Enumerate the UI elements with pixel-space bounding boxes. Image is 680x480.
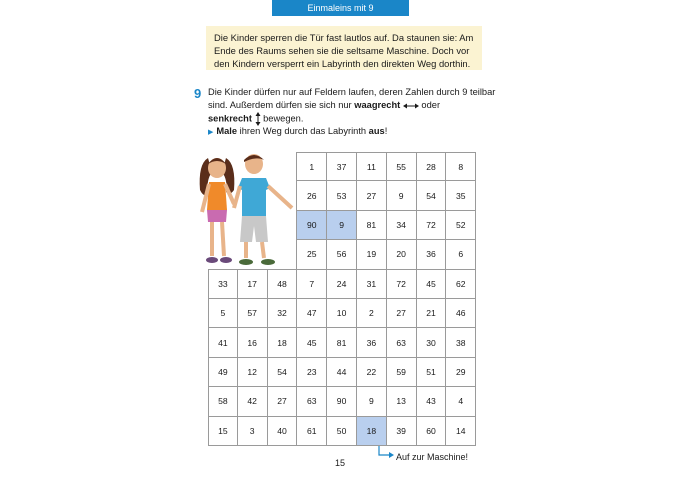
maze-cell[interactable]: 17: [238, 270, 268, 299]
story-box: [206, 26, 482, 70]
maze-cell[interactable]: 37: [327, 152, 357, 181]
task-bold-vertical: senkrecht: [208, 113, 252, 124]
girl-figure: [200, 158, 235, 263]
maze-cell[interactable]: 23: [297, 358, 327, 387]
maze-cell[interactable]: 47: [297, 299, 327, 328]
maze-cell[interactable]: 36: [417, 240, 447, 269]
maze-cell[interactable]: 6: [446, 240, 476, 269]
maze-cell[interactable]: 27: [357, 181, 387, 210]
maze-cell[interactable]: 48: [268, 270, 298, 299]
maze-cell[interactable]: 30: [417, 328, 447, 357]
maze-cell[interactable]: 32: [268, 299, 298, 328]
maze-cell[interactable]: 53: [327, 181, 357, 210]
maze-cell[interactable]: 59: [387, 358, 417, 387]
maze-cell[interactable]: 61: [297, 417, 327, 446]
maze-cell[interactable]: 16: [238, 328, 268, 357]
maze-cell[interactable]: 63: [387, 328, 417, 357]
maze-cell[interactable]: 34: [387, 211, 417, 240]
maze-cell[interactable]: 46: [446, 299, 476, 328]
maze-cell[interactable]: 35: [446, 181, 476, 210]
maze-cell[interactable]: 24: [327, 270, 357, 299]
instruction-bold-aus: aus: [368, 126, 385, 136]
maze-cell[interactable]: 41: [208, 328, 238, 357]
maze-cell[interactable]: 51: [417, 358, 447, 387]
page-number: 15: [334, 458, 345, 468]
maze-cell[interactable]: 58: [208, 387, 238, 416]
chapter-header: [272, 0, 409, 16]
maze-cell[interactable]: 57: [238, 299, 268, 328]
maze-cell[interactable]: 39: [387, 417, 417, 446]
maze-cell[interactable]: 60: [417, 417, 447, 446]
maze-cell[interactable]: 7: [297, 270, 327, 299]
maze-cell[interactable]: 19: [357, 240, 387, 269]
maze-cell[interactable]: 18: [357, 417, 387, 446]
maze-cell[interactable]: 90: [297, 211, 327, 240]
maze-cell[interactable]: 90: [327, 387, 357, 416]
maze-cell[interactable]: 10: [327, 299, 357, 328]
instruction-bold-male: Male: [216, 126, 238, 136]
maze-cell[interactable]: 2: [357, 299, 387, 328]
maze-cell[interactable]: 12: [238, 358, 268, 387]
maze-cell[interactable]: 9: [387, 181, 417, 210]
task-instruction: [208, 126, 387, 136]
maze-cell[interactable]: 33: [208, 270, 238, 299]
maze-cell[interactable]: 45: [297, 328, 327, 357]
maze-cell[interactable]: 54: [268, 358, 298, 387]
maze-cell[interactable]: 11: [357, 152, 387, 181]
task-number: 9: [194, 86, 202, 101]
maze-cell[interactable]: 36: [357, 328, 387, 357]
maze-cell[interactable]: 5: [208, 299, 238, 328]
maze-cell[interactable]: 54: [417, 181, 447, 210]
maze-cell[interactable]: 38: [446, 328, 476, 357]
story-text: Die Kinder sperren die Tür fast lautlos auf. Da staunen sie: Am Ende des Raums sehen sie die seltsame Maschine. Doch vor den Kindern versperrt ein Labyrinth den direkten Weg dorthin.: [214, 32, 474, 69]
maze-cell[interactable]: 26: [297, 181, 327, 210]
maze-cell[interactable]: 18: [268, 328, 298, 357]
maze-cell[interactable]: 14: [446, 417, 476, 446]
maze-cell[interactable]: 62: [446, 270, 476, 299]
task-text-part1: Die Kinder dürfen nur auf Feldern laufen, deren Zahlen durch 9 teilbar sind. Außerdem dürfen sie sich nur: [208, 87, 496, 110]
maze-cell[interactable]: 28: [417, 152, 447, 181]
maze-cell[interactable]: 44: [327, 358, 357, 387]
task-text-part3: bewegen.: [260, 113, 304, 124]
maze-cell[interactable]: 42: [238, 387, 268, 416]
maze-cell[interactable]: 72: [417, 211, 447, 240]
maze-cell[interactable]: 45: [417, 270, 447, 299]
exit-arrow-icon: [376, 446, 394, 460]
boy-figure: [234, 154, 292, 265]
task-text: [208, 86, 498, 126]
maze-cell[interactable]: 63: [297, 387, 327, 416]
task-text-part2: oder: [418, 100, 441, 110]
exit-label: Auf zur Maschine!: [396, 452, 469, 462]
maze-cell[interactable]: 8: [446, 152, 476, 181]
maze-cell[interactable]: 20: [387, 240, 417, 269]
maze-cell[interactable]: 25: [297, 240, 327, 269]
maze-cell[interactable]: 55: [387, 152, 417, 181]
bullet-triangle-icon: ▶: [208, 129, 214, 136]
maze-cell[interactable]: 9: [357, 387, 387, 416]
maze-cell[interactable]: 81: [357, 211, 387, 240]
maze-cell[interactable]: 52: [446, 211, 476, 240]
task-bold-horizontal: waagrecht: [354, 100, 401, 110]
maze-cell[interactable]: 4: [446, 387, 476, 416]
maze-cell[interactable]: 15: [208, 417, 238, 446]
instruction-text: ihren Weg durch das Labyrinth: [237, 126, 369, 136]
maze-cell[interactable]: 3: [238, 417, 268, 446]
horizontal-arrow-icon: [403, 102, 419, 110]
maze-cell[interactable]: 9: [327, 211, 357, 240]
chapter-title: Einmaleins mit 9: [307, 3, 374, 13]
maze-cell[interactable]: 22: [357, 358, 387, 387]
maze-cell[interactable]: 43: [417, 387, 447, 416]
maze-cell[interactable]: 56: [327, 240, 357, 269]
maze-cell[interactable]: 72: [387, 270, 417, 299]
maze-cell[interactable]: 31: [357, 270, 387, 299]
maze-cell[interactable]: 27: [387, 299, 417, 328]
maze-cell[interactable]: 49: [208, 358, 238, 387]
maze-cell[interactable]: 21: [417, 299, 447, 328]
maze-cell[interactable]: 29: [446, 358, 476, 387]
maze-cell[interactable]: 40: [268, 417, 298, 446]
maze-cell[interactable]: 13: [387, 387, 417, 416]
maze-cell[interactable]: 1: [297, 152, 327, 181]
maze-cell[interactable]: 81: [327, 328, 357, 357]
children-illustration: [196, 150, 296, 274]
instruction-end: !: [384, 126, 388, 136]
maze-cell[interactable]: 50: [327, 417, 357, 446]
maze-cell[interactable]: 27: [268, 387, 298, 416]
